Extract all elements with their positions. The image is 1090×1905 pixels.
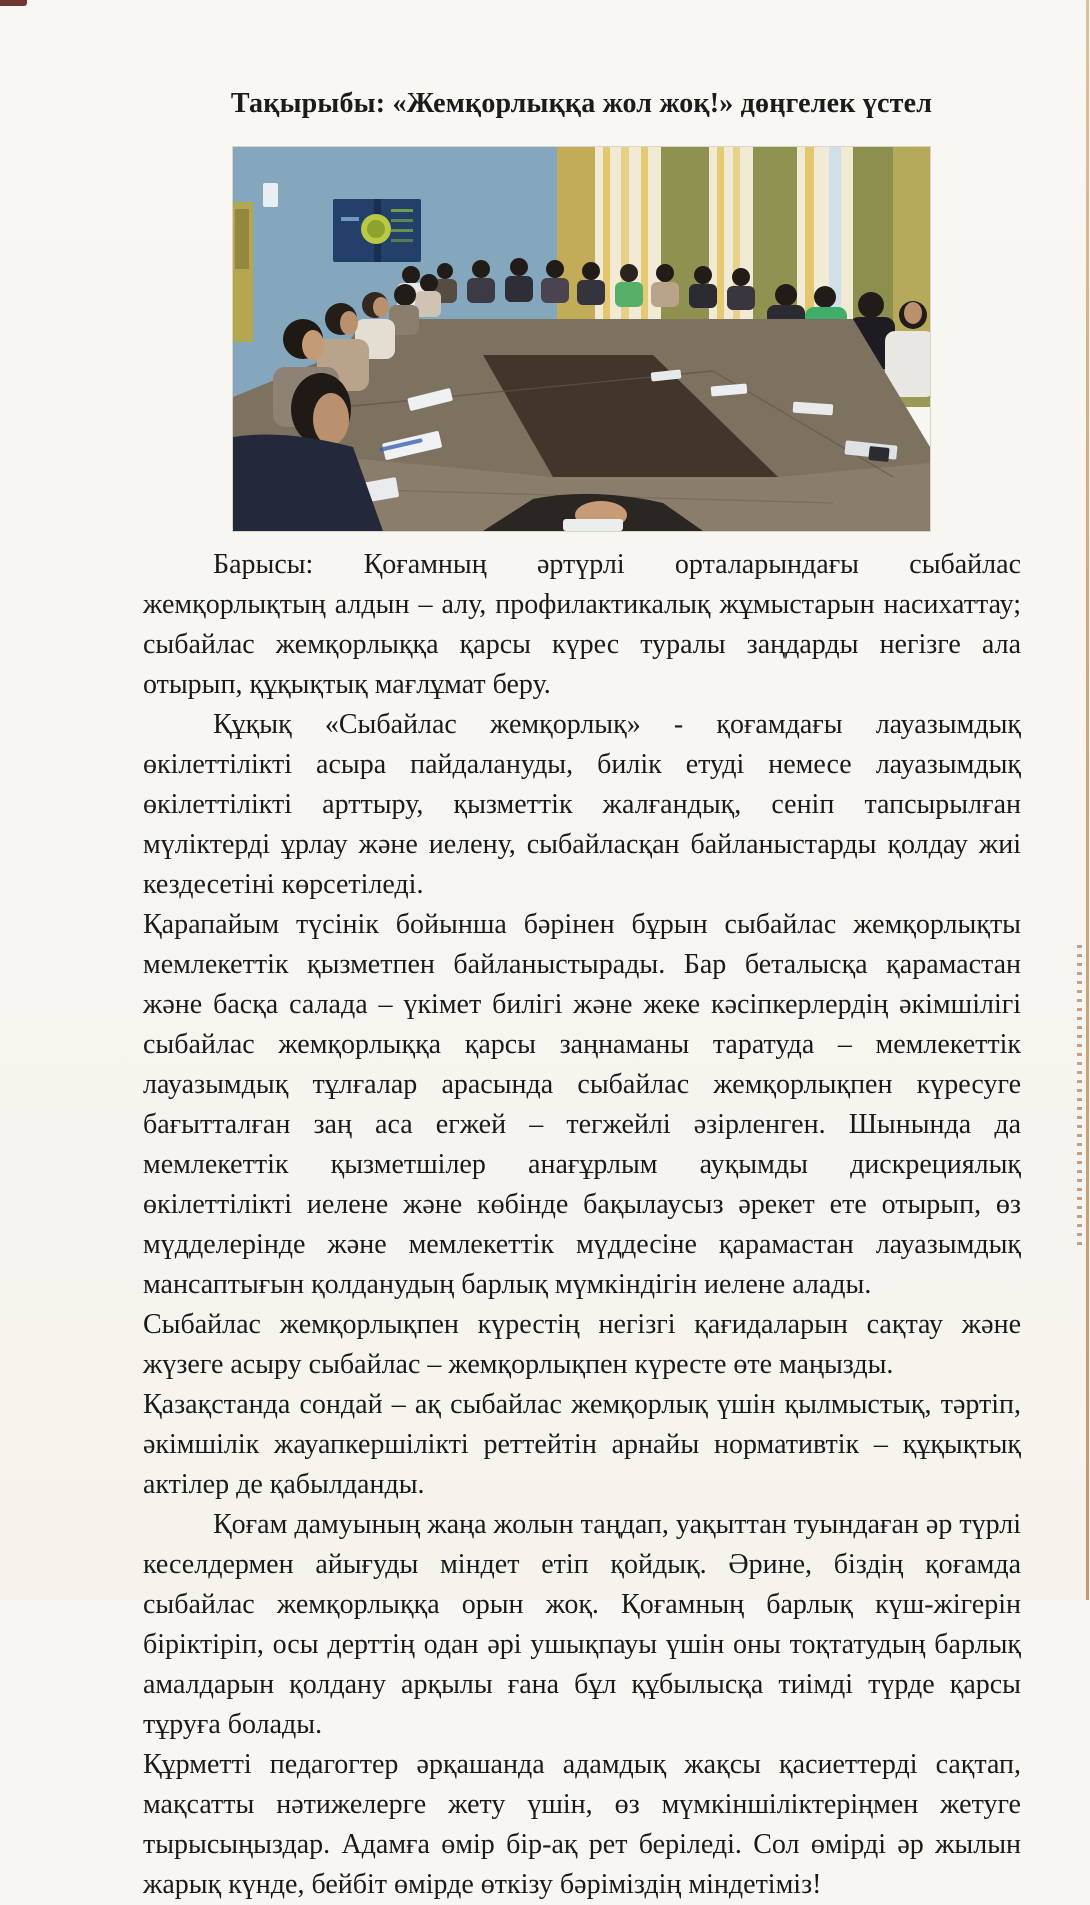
scan-edge-bleed-text [1077, 945, 1082, 1245]
document-body [143, 545, 1021, 1905]
paragraph: Қарапайым түсінік бойынша бәрінен бұрын сыбайлас жемқорлықты мемлекеттік қызметпен байланыстырады. Бар беталысқа қарамастан және басқа салада – үкімет билігі және жеке кәсіпкерлердің әкімшілігі сыбайлас жемқорлыққа қарсы заңнаманы таратуда – мемлекеттік лауазымдық тұлғалар арасында сыбайлас жемқорлықпен күресуге бағытталған заң аса егжей – тегжейлі әзірленген. Шынында да мемлекеттік қызметшілер анағұрлым ауқымды дискрециялық өкілеттілікті иелене және көбінде бақылаусыз әрекет ете отырып, өз мүдделерінде және мемлекеттік мүддесіне қарамастан лауазымдық мансаптығын қолданудың барлық мүмкіндігін иелене алады. [143, 909, 1021, 1300]
paragraph: Сыбайлас жемқорлықпен күрестің негізгі қағидаларын сақтау және жүзеге асыру сыбайлас – жемқорлықпен күресте өте маңызды. [143, 1309, 1021, 1380]
meeting-photo-illustration [233, 147, 930, 531]
paragraph: Барысы: Қоғамның әртүрлі орталарындағы сыбайлас жемқорлықтың алдын – алу, профилактикалық жұмыстарын насихаттау; сыбайлас жемқорлыққа қарсы күрес туралы заңдарды негізге ала отырып, құқықтық мағлұмат беру. [143, 549, 1021, 700]
round-table-meeting-photo [233, 147, 930, 531]
paragraph: Құқық «Сыбайлас жемқорлық» - қоғамдағы лауазымдық өкілеттілікті асыра пайдалануды, билік етуді немесе лауазымдық өкілеттілікті арттыру, қызметтік жалғандық, сеніп тапсырылған мүліктерді ұрлау және иелену, сыбайласқан байланыстарды қолдау жиі кездесетіні көрсетіледі. [143, 709, 1021, 900]
page-title: Тақырыбы: «Жемқорлыққа жол жоқ!» дөңгелек үстел [230, 88, 933, 119]
paragraph: Қазақстанда сондай – ақ сыбайлас жемқорлық үшін қылмыстық, тәртіп, әкімшілік жауапкершілікті реттейтін арнайы нормативтік – құқықтық актілер де қабылданды. [143, 1389, 1021, 1500]
kazakhstan-banner [333, 199, 421, 262]
paragraph: Қоғам дамуының жаңа жолын таңдап, уақыттан туындаған әр түрлі кеселдермен айығуды міндет етіп қойдық. Әрине, біздің қоғамда сыбайлас жемқорлыққа орын жоқ. Қоғамның барлық күш-жігерін біріктіріп, осы дерттің одан әрі ушықпауы үшін оны тоқтатудың барлық амалдарын қолдану арқылы ғана бұл құбылысқа тиімді түрде қарсы тұруға болады. [143, 1509, 1021, 1740]
scan-corner-artifact [0, 0, 27, 6]
scan-edge-strip [1086, 0, 1089, 1600]
paragraph: Құрметті педагогтер әрқашанда адамдық жақсы қасиеттерді сақтап, мақсатты нәтижелерге жету үшін, өз мүмкіншіліктеріңмен жетуге тырысыңыздар. Адамға өмір бір-ақ рет беріледі. Сол өмірді әр жылын жарық күнде, бейбіт өмірде өткізу бәріміздің міндетіміз! [143, 1749, 1021, 1900]
